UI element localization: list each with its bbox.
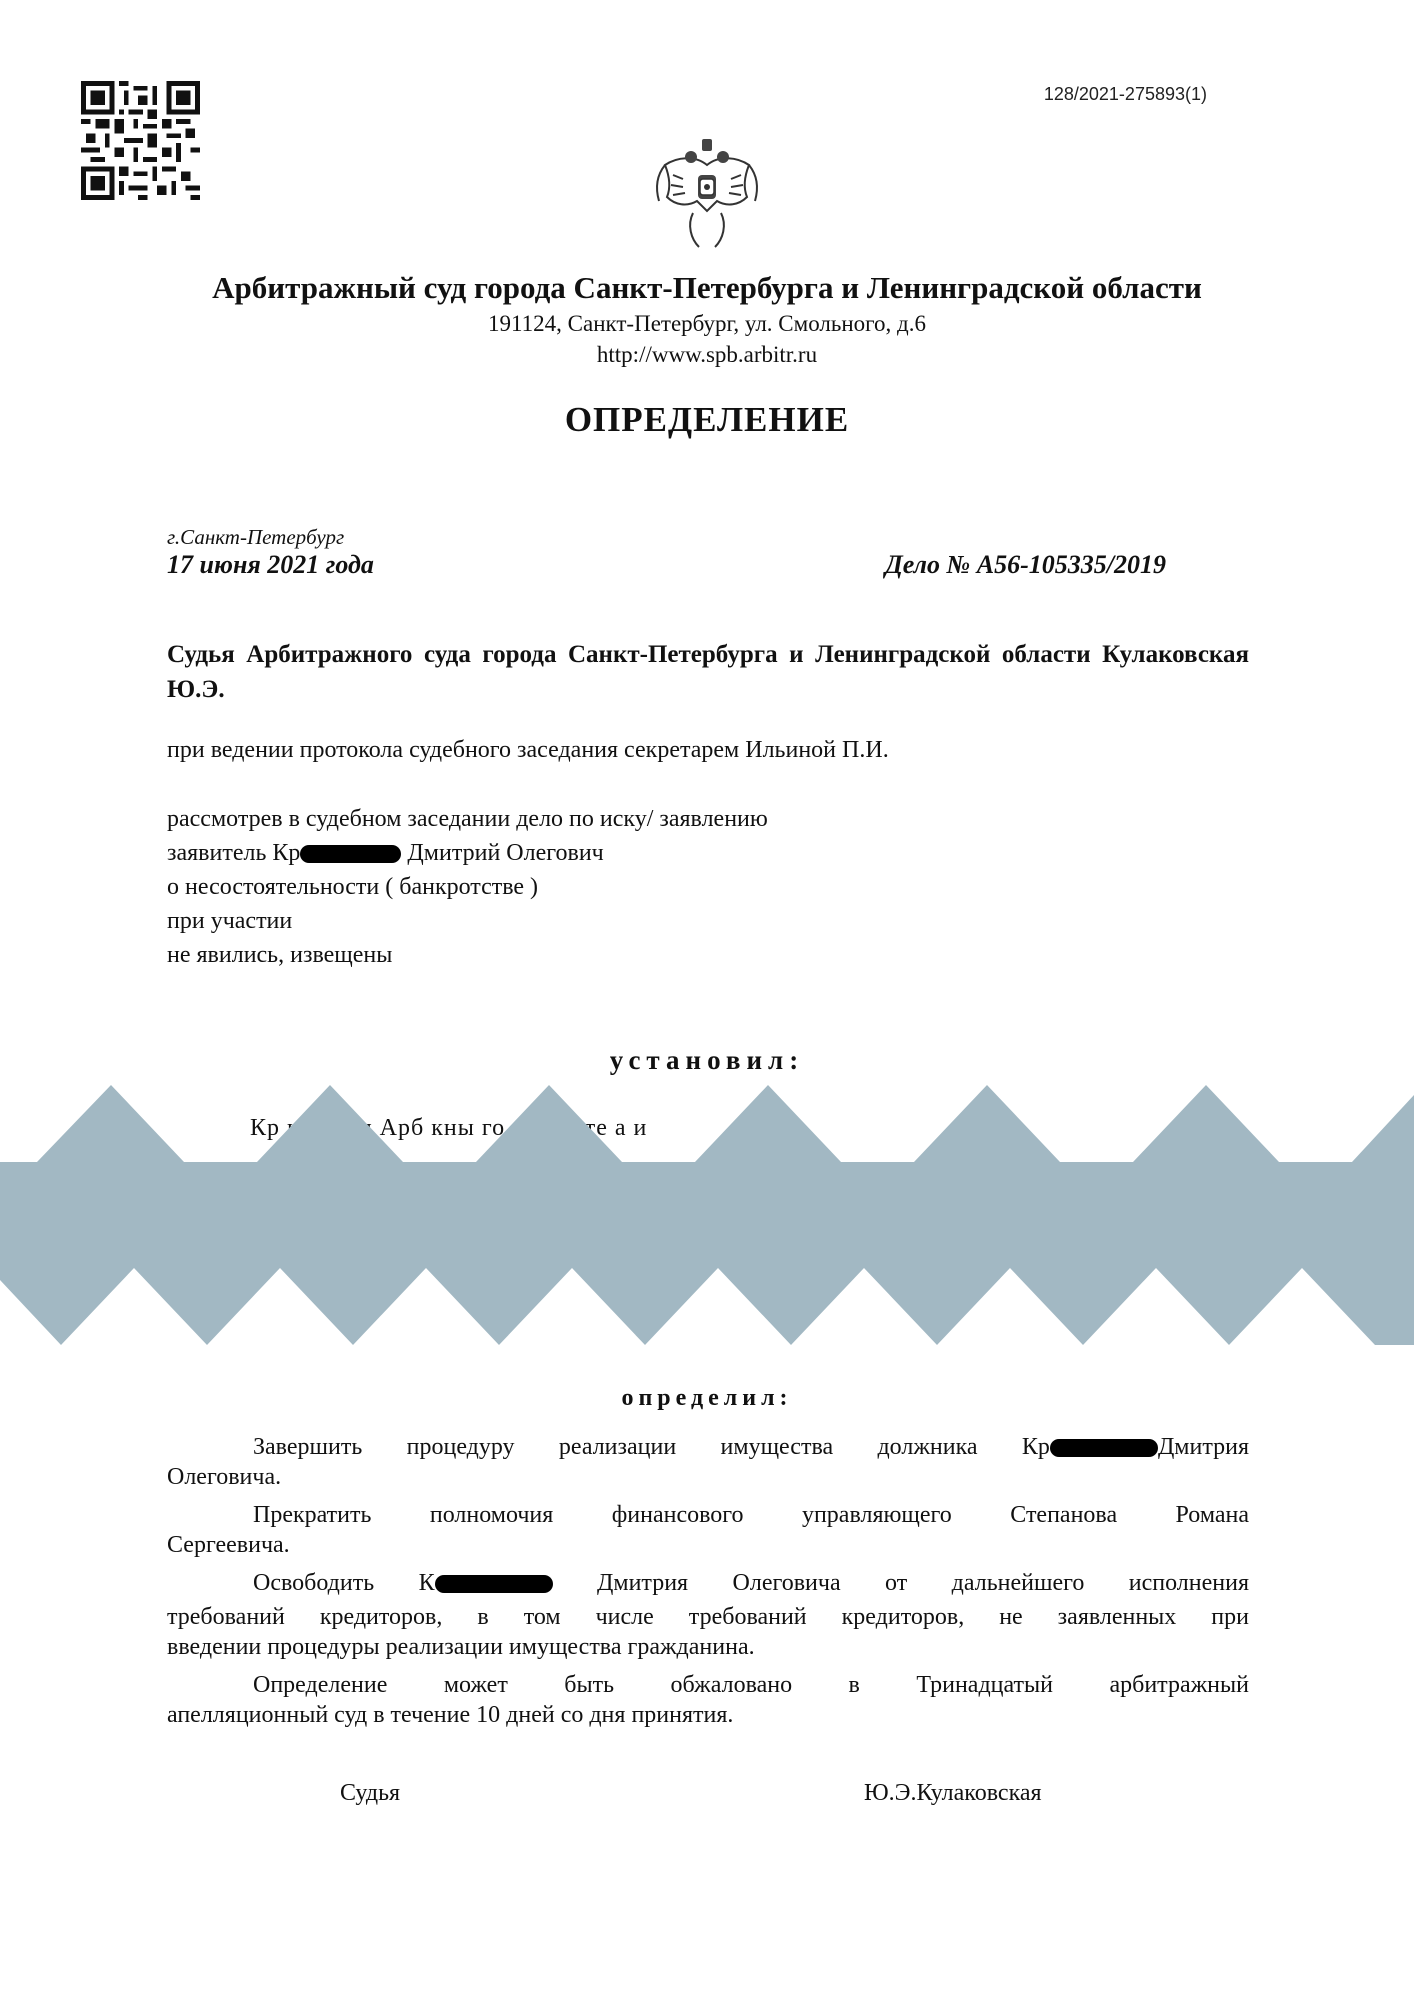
manager-surname: Степанова [1010, 1502, 1118, 1528]
decision-text: Освободить [253, 1570, 375, 1596]
decision-text: Завершить процедуру реализации имущества должника [253, 1434, 978, 1460]
case-line-3: о несостоятельности ( банкротстве ) [167, 874, 539, 900]
court-address: 191124, Санкт-Петербург, ул. Смольного, д.6 [488, 311, 926, 336]
debtor-prefix: Кр [1021, 1434, 1050, 1460]
decision-line: требований кредиторов, в том числе требований кредиторов, не заявленных при [167, 1604, 1249, 1630]
established-heading: установил: [609, 1045, 805, 1075]
case-line-1: рассмотрев в судебном заседании дело по иску/ заявлению [167, 806, 768, 832]
protocol-line: при ведении протокола судебного заседания секретарем Ильиной П.И. [167, 737, 889, 763]
established-partial-text: Кр кий тил Арб кны го Сан тете а и [250, 1115, 648, 1141]
debtor-name: Дмитрия [1157, 1434, 1250, 1460]
case-line-5: не явились, извещены [167, 942, 393, 968]
case-line-2 [167, 840, 604, 867]
manager-name: Романа [1175, 1502, 1249, 1528]
court-website-link[interactable]: http://www.spb.arbitr.ru [596, 342, 818, 367]
decision-line [167, 1498, 1249, 1532]
decision-line [167, 1430, 1249, 1464]
applicant-suffix: Дмитрий Олегович [401, 840, 604, 866]
redaction-mark [300, 845, 401, 863]
debtor-name: Дмитрия Олеговича [597, 1570, 841, 1596]
court-title: Арбитражный суд города Санкт-Петербурга и Ленинградской области [212, 270, 1202, 305]
decision-line: Олеговича. [167, 1464, 282, 1490]
qr-code [81, 81, 200, 200]
decision-line [167, 1566, 1249, 1600]
decision-text: Прекратить полномочия финансового управляющего [253, 1502, 952, 1528]
redaction-mark [435, 1575, 553, 1593]
decision-line: апелляционный суд в течение 10 дней со дня принятия. [167, 1702, 734, 1728]
page-tear-separator [0, 1085, 1414, 1345]
city: г.Санкт-Петербург [167, 525, 345, 549]
applicant-prefix: заявитель Кр [167, 840, 301, 866]
document-title: ОПРЕДЕЛЕНИЕ [564, 400, 850, 439]
case-line-4: при участии [167, 908, 293, 934]
redaction-mark [1050, 1439, 1158, 1457]
decision-line: Сергеевича. [167, 1532, 290, 1558]
decision-text: от дальнейшего исполнения [885, 1570, 1249, 1596]
judge-line: Судья Арбитражного суда города Санкт-Петербурга и Ленинградской области Кулаковская Ю.Э. [167, 641, 1249, 703]
signature-label: Судья [340, 1780, 401, 1806]
document-date: 17 июня 2021 года [167, 550, 374, 579]
case-number: Дело № А56-105335/2019 [884, 550, 1166, 579]
decision-line: введении процедуры реализации имущества гражданина. [167, 1634, 755, 1660]
decision-line: Определение может быть обжаловано в Тринадцатый арбитражный [253, 1672, 1249, 1698]
coat-of-arms-icon [647, 135, 767, 253]
signature-name: Ю.Э.Кулаковская [864, 1780, 1042, 1806]
decided-heading: определил: [621, 1385, 793, 1411]
debtor-prefix: К [418, 1570, 435, 1596]
document-id: 128/2021-275893(1) [1043, 84, 1207, 104]
